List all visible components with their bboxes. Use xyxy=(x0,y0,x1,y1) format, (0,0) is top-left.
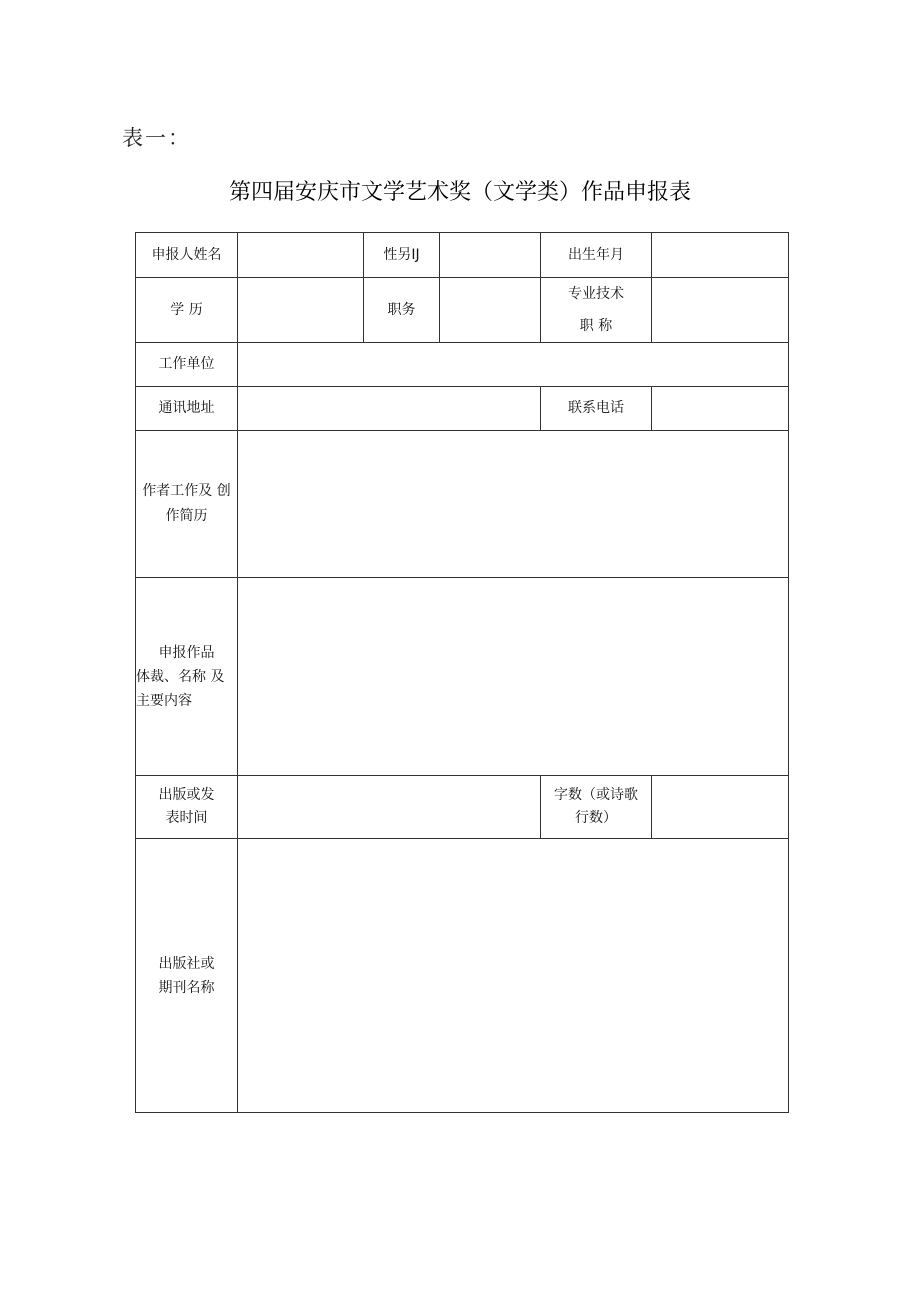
birth-date-label: 出生年月 xyxy=(541,233,652,278)
word-count-label-line2: 行数） xyxy=(575,810,617,826)
form-row-work xyxy=(136,578,789,776)
gender-label: 性另IJ xyxy=(364,233,440,278)
form-row-workplace xyxy=(136,343,789,387)
publication-time-field[interactable] xyxy=(238,776,541,839)
professional-title-label-line1: 专业技术 xyxy=(568,286,624,302)
education-field[interactable] xyxy=(238,278,364,343)
applicant-name-field[interactable] xyxy=(238,233,364,278)
phone-label: 联系电话 xyxy=(541,387,652,431)
form-title: 第四届安庆市文学艺术奖（文学类）作品申报表 xyxy=(228,180,691,205)
work-label-line3: 主要内容 xyxy=(136,692,192,709)
form-row-basic-info xyxy=(136,233,789,278)
form-row-address xyxy=(136,387,789,431)
address-field[interactable] xyxy=(238,387,541,431)
professional-title-label-line2: 职 称 xyxy=(579,318,613,334)
application-form-table xyxy=(135,232,789,1113)
word-count-label-line1: 字数（或诗歌 xyxy=(554,787,638,803)
gender-field[interactable] xyxy=(440,233,541,278)
publication-time-label xyxy=(136,776,238,839)
work-label-line1: 申报作品 xyxy=(158,644,215,661)
publisher-label-line2: 期刊名称 xyxy=(158,979,215,996)
address-label: 通讯地址 xyxy=(136,387,238,431)
applicant-name-label: 申报人姓名 xyxy=(136,233,238,278)
work-label-line2: 体裁、名称 及 xyxy=(136,668,225,685)
workplace-field[interactable] xyxy=(238,343,789,387)
word-count-label xyxy=(541,776,652,839)
position-label: 职务 xyxy=(364,278,440,343)
professional-title-field[interactable] xyxy=(652,278,789,343)
form-row-education xyxy=(136,278,789,343)
birth-date-field[interactable] xyxy=(652,233,789,278)
publisher-field[interactable] xyxy=(238,839,789,1113)
bio-label-line2: 作简历 xyxy=(165,508,208,524)
publication-time-label-line2: 表时间 xyxy=(165,810,208,826)
bio-label xyxy=(136,431,238,578)
form-row-publisher xyxy=(136,839,789,1113)
position-field[interactable] xyxy=(440,278,541,343)
workplace-label: 工作单位 xyxy=(136,343,238,387)
work-label xyxy=(136,578,238,776)
word-count-field[interactable] xyxy=(652,776,789,839)
form-row-bio xyxy=(136,431,789,578)
publisher-label-line1: 出版社或 xyxy=(158,955,215,972)
work-field[interactable] xyxy=(238,578,789,776)
education-label: 学 历 xyxy=(136,278,238,343)
professional-title-label xyxy=(541,278,652,343)
bio-field[interactable] xyxy=(238,431,789,578)
publisher-label xyxy=(136,839,238,1113)
table-number-label: 表一： xyxy=(122,126,191,150)
publication-time-label-line1: 出版或发 xyxy=(158,787,215,803)
phone-field[interactable] xyxy=(652,387,789,431)
bio-label-line1: 作者工作及 创 xyxy=(142,483,231,499)
form-row-publication-time xyxy=(136,776,789,839)
